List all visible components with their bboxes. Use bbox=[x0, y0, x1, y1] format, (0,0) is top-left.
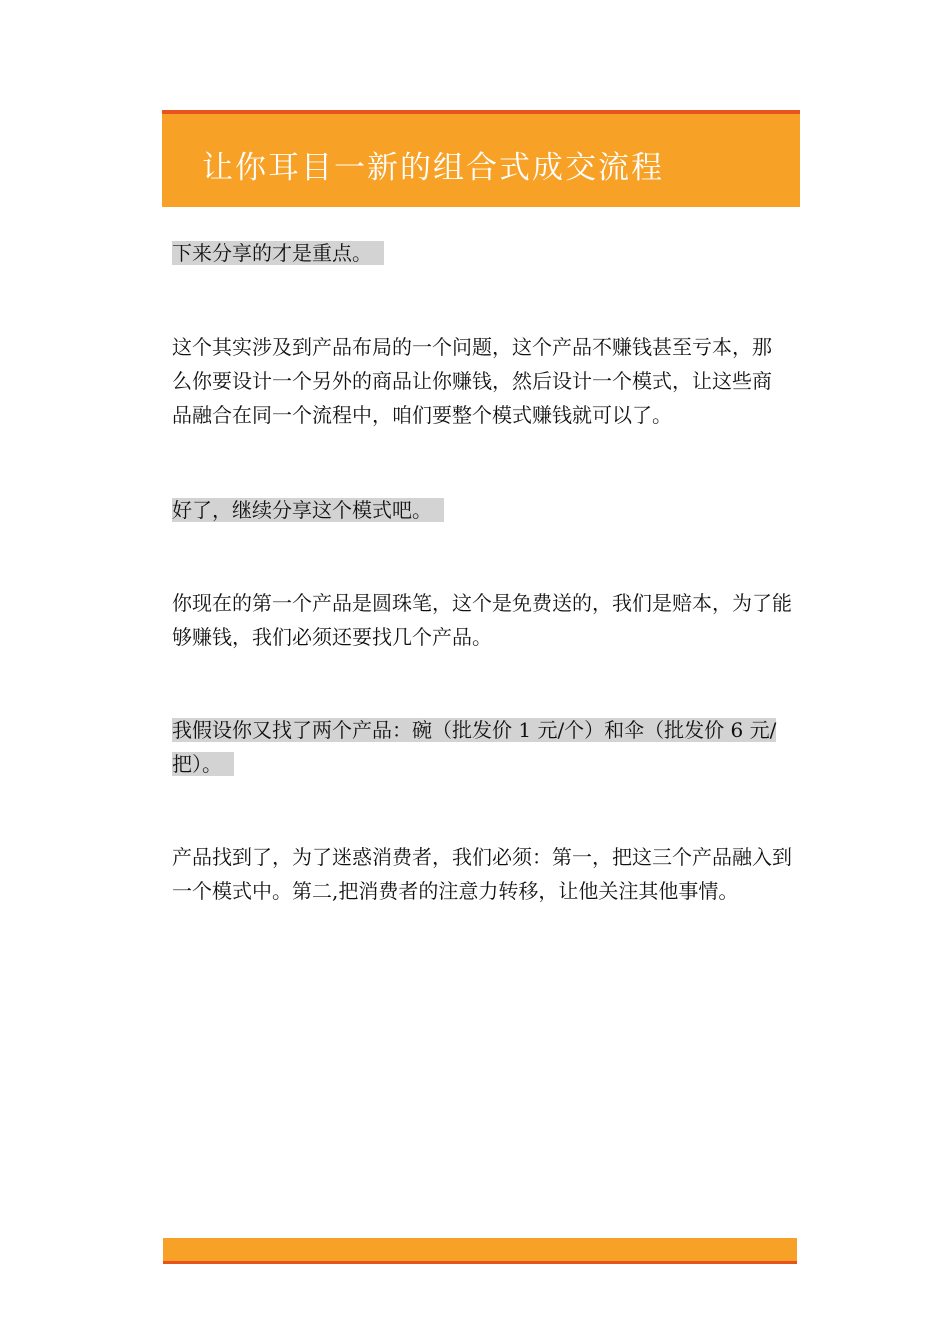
paragraph-text: 你现在的第一个产品是圆珠笔，这个是免费送的，我们是赔本，为了能够赚钱，我们必须还要找几个产品。 bbox=[172, 591, 792, 649]
header-banner bbox=[162, 110, 800, 207]
page-title: 让你耳目一新的组合式成交流程 bbox=[202, 150, 664, 186]
paragraph-1 bbox=[172, 236, 802, 270]
footer-banner bbox=[163, 1238, 797, 1264]
highlighted-text: 我假设你又找了两个产品：碗（批发价 1 元/个）和伞（批发价 6 元/把）。 bbox=[172, 718, 777, 776]
highlighted-text: 下来分享的才是重点。 bbox=[172, 241, 384, 265]
document-body bbox=[172, 236, 802, 908]
paragraph-3 bbox=[172, 493, 802, 527]
highlighted-text: 好了，继续分享这个模式吧。 bbox=[172, 498, 444, 522]
paragraph-2 bbox=[172, 330, 778, 432]
paragraph-5 bbox=[172, 713, 800, 781]
paragraph-text: 这个其实涉及到产品布局的一个问题，这个产品不赚钱甚至亏本，那么你要设计一个另外的商品让你赚钱，然后设计一个模式，让这些商品融合在同一个流程中，咱们要整个模式赚钱就可以了。 bbox=[172, 335, 772, 427]
paragraph-6 bbox=[172, 840, 798, 908]
paragraph-4 bbox=[172, 586, 798, 654]
paragraph-text: 产品找到了，为了迷惑消费者，我们必须：第一，把这三个产品融入到一个模式中。第二,把消费者的注意力转移，让他关注其他事情。 bbox=[172, 845, 792, 903]
